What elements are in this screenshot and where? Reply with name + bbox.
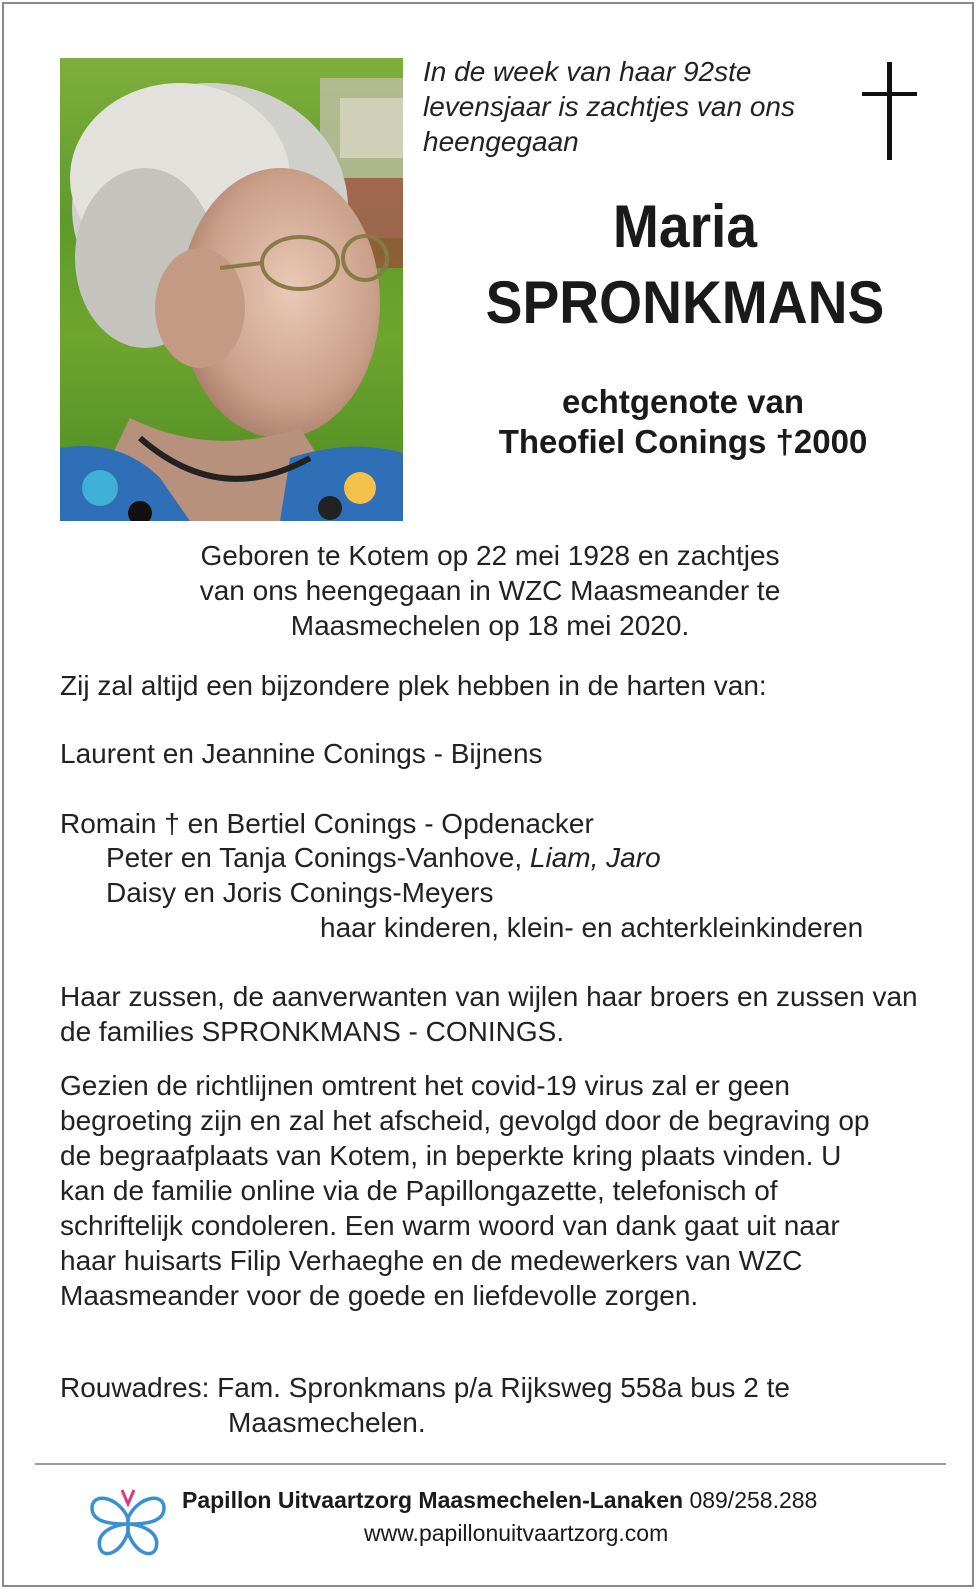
- portrait-photo: [60, 58, 403, 521]
- family-line: Romain † en Bertiel Conings - Opdenacker: [60, 808, 594, 839]
- birth-line: Geboren te Kotem op 22 mei 1928 en zachtjes: [200, 540, 780, 571]
- address-line: Maasmechelen.: [228, 1407, 426, 1438]
- birth-line: van ons heengegaan in WZC Maasmeander te: [199, 575, 781, 606]
- grandchildren-names: Liam, Jaro: [529, 842, 661, 873]
- family-line: Daisy en Joris Conings-Meyers: [106, 877, 494, 908]
- family-line: Laurent en Jeannine Conings - Bijnens: [60, 738, 543, 769]
- sisters-paragraph: Haar zussen, de aanverwanten van wijlen haar broers en zussen van de families SPRONKMANS - CONINGS.: [60, 981, 918, 1047]
- intro-line: In de week van haar 92ste: [423, 56, 752, 87]
- family-line: [106, 840, 661, 875]
- birth-line: Maasmechelen op 18 mei 2020.: [290, 610, 690, 641]
- deceased-last-name: SPRONKMANS: [485, 269, 885, 336]
- butterfly-logo-icon: [88, 1488, 168, 1560]
- company-phone: 089/258.288: [689, 1487, 818, 1513]
- divider: [35, 1463, 946, 1465]
- deceased-first-name: Maria: [612, 193, 758, 260]
- family-relation: haar kinderen, klein- en achterkleinkinderen: [320, 912, 864, 943]
- spouse-label: echtgenote van: [561, 383, 805, 420]
- footer-website[interactable]: www.papillonuitvaartzorg.com: [364, 1520, 669, 1546]
- spouse-name: Theofiel Conings †2000: [498, 423, 868, 460]
- company-name: Papillon Uitvaartzorg Maasmechelen-Lanaken: [182, 1487, 684, 1513]
- spouse-info: [458, 382, 908, 462]
- covid-paragraph: Gezien de richtlijnen omtrent het covid-19 virus zal er geen begroeting zijn en zal het afscheid, gevolgd door de begraving op de begraafplaats van Kotem, in beperkte kring plaats vinden. U kan de familie online via de Papillongazette, telefonisch of schriftelijk condoleren. Een warm woord van dank gaat uit naar haar huisarts Filip Verhaeghe en de medewerkers van WZC Maasmeander voor de goede en liefdevolle zorgen.: [60, 1070, 870, 1311]
- hearts-line: Zij zal altijd een bijzondere plek hebben in de harten van:: [60, 670, 767, 701]
- intro-line: levensjaar is zachtjes van ons: [423, 91, 795, 122]
- family-names: Peter en Tanja Conings-Vanhove,: [106, 842, 530, 873]
- cross-icon: [862, 62, 922, 160]
- intro-text: [423, 54, 843, 159]
- intro-line: heengegaan: [423, 126, 579, 157]
- footer-company: [182, 1487, 817, 1514]
- address-line: Rouwadres: Fam. Spronkmans p/a Rijksweg 558a bus 2 te: [60, 1372, 790, 1403]
